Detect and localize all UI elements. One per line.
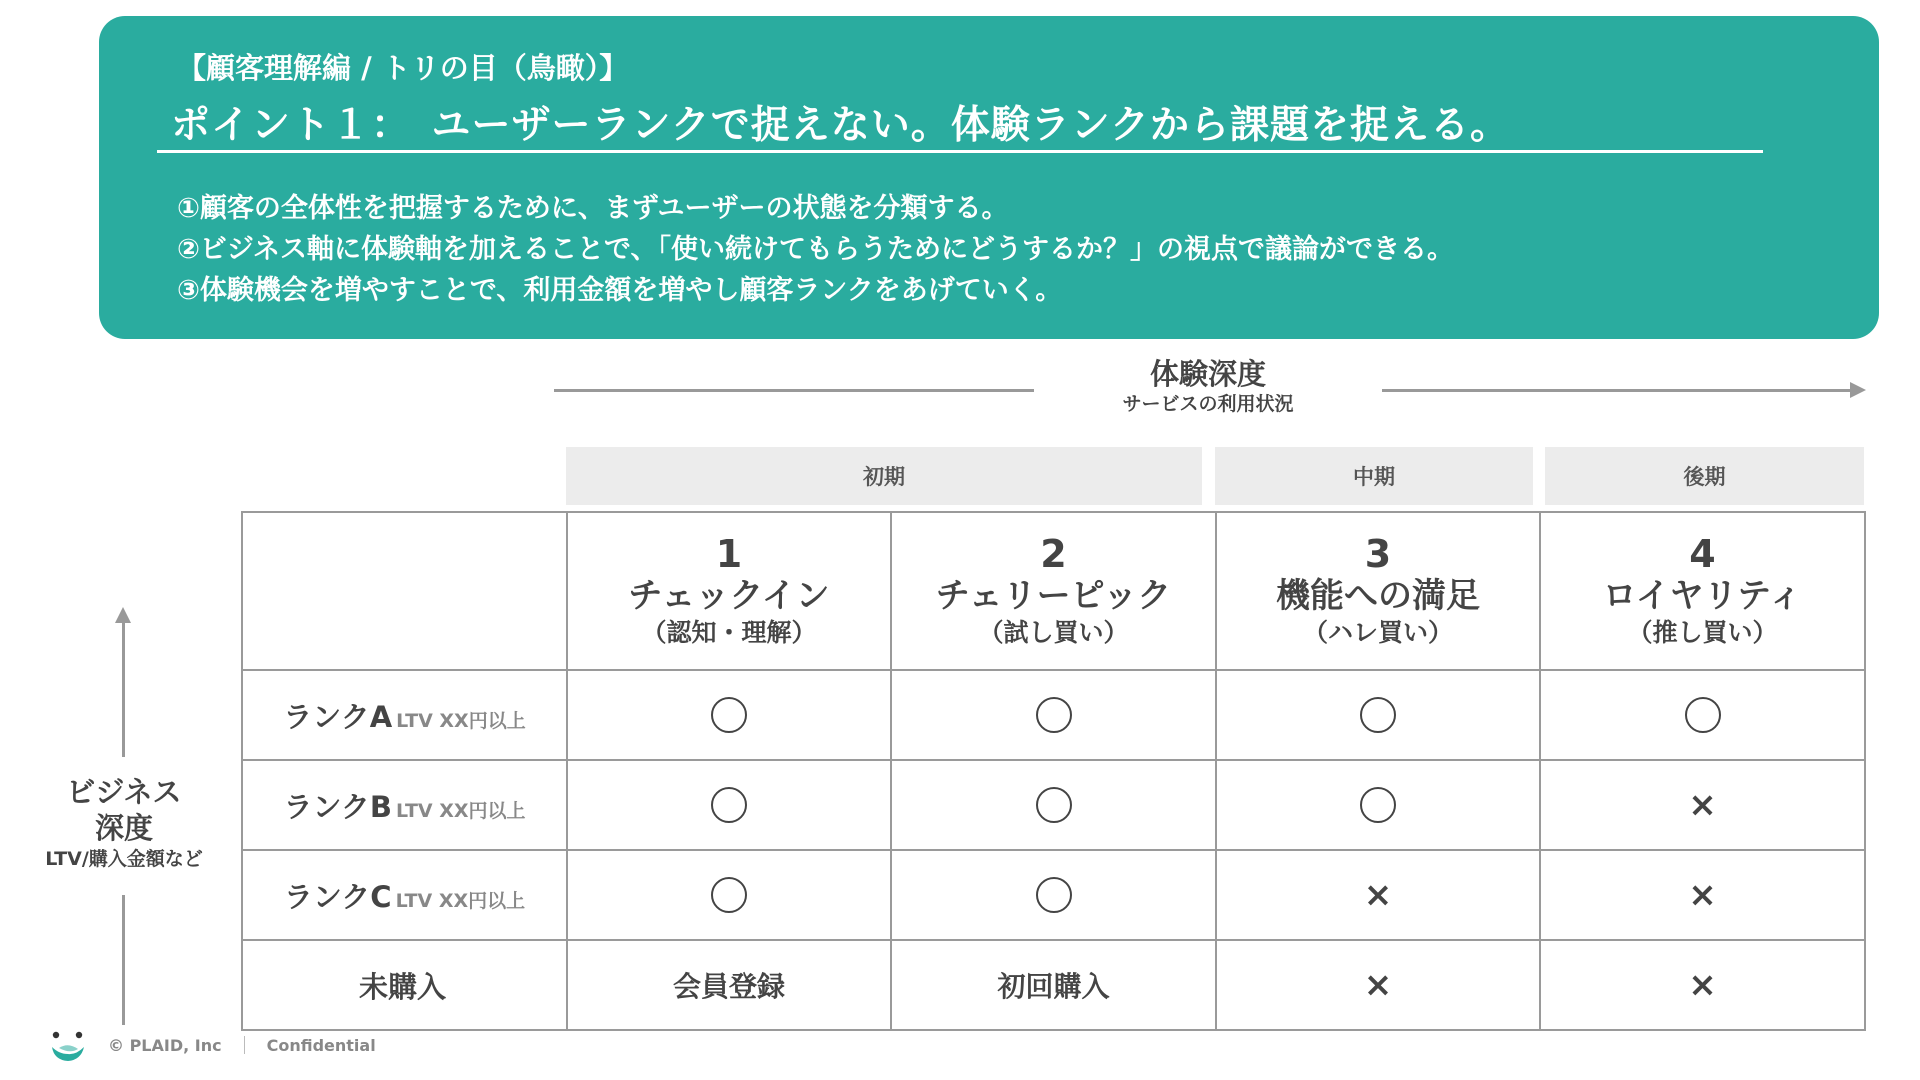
rank-name: 未購入	[358, 969, 446, 1004]
footer-divider	[244, 1036, 245, 1054]
matrix-cell	[891, 760, 1216, 850]
rank-label-cell	[242, 670, 567, 760]
cell-text: 初回購入	[997, 970, 1110, 1003]
column-subtitle: （ハレ買い）	[1302, 618, 1453, 647]
y-axis-line-bottom	[122, 895, 125, 1025]
header-row	[242, 512, 1865, 670]
cross-mark-icon: ×	[1363, 875, 1393, 915]
rank-name: ランクB	[283, 789, 392, 824]
matrix-cell	[1540, 760, 1865, 850]
x-axis-line-right	[1382, 389, 1852, 392]
column-title: チェリーピック	[935, 576, 1172, 616]
phase-early: 初期	[566, 447, 1202, 505]
column-title: チェックイン	[628, 576, 830, 616]
rank-note: LTV XX円以上	[395, 799, 526, 822]
table-row	[242, 940, 1865, 1030]
point-1: ①顧客の全体性を把握するために、まずユーザーの状態を分類する。	[177, 193, 1009, 224]
circle-mark-icon	[1360, 697, 1396, 733]
circle-mark-icon	[1036, 877, 1072, 913]
circle-mark-icon	[1360, 787, 1396, 823]
cross-mark-icon: ×	[1688, 875, 1717, 915]
rank-label-cell	[242, 760, 567, 850]
rank-label-cell	[242, 940, 567, 1030]
cross-mark-icon: ×	[1688, 785, 1717, 825]
rank-note: LTV XX円以上	[395, 889, 526, 912]
circle-mark-icon	[1685, 697, 1721, 733]
matrix-cell	[567, 850, 891, 940]
point-2: ②ビジネス軸に体験軸を加えることで、「使い続けてもらうためにどうするか？」の視点で議論ができる。	[177, 234, 1455, 265]
table-row	[242, 670, 1865, 760]
matrix-cell	[891, 670, 1216, 760]
experience-rank-matrix	[241, 511, 1866, 1031]
x-axis-arrow-icon	[1850, 382, 1866, 398]
column-header	[1540, 512, 1865, 670]
breadcrumb: 【顧客理解編 / トリの目（鳥瞰）】	[177, 51, 629, 85]
table-row	[242, 760, 1865, 850]
rank-label-cell	[242, 850, 567, 940]
column-title: 機能への満足	[1276, 576, 1480, 616]
cross-mark-icon: ×	[1688, 965, 1717, 1005]
matrix-cell	[567, 670, 891, 760]
column-number: 3	[1364, 532, 1392, 576]
cell-text: 会員登録	[672, 970, 785, 1003]
matrix-cell	[1540, 850, 1865, 940]
circle-mark-icon	[711, 697, 747, 733]
x-axis-title: 体験深度	[1149, 357, 1266, 391]
phase-middle: 中期	[1215, 447, 1533, 505]
matrix-cell	[891, 940, 1216, 1030]
matrix-cell	[1540, 670, 1865, 760]
confidential-label: Confidential	[266, 1035, 376, 1055]
y-axis-label	[24, 774, 224, 872]
cross-mark-icon: ×	[1363, 965, 1393, 1005]
x-axis-subtitle: サービスの利用状況	[1122, 393, 1294, 415]
header-banner	[99, 16, 1879, 339]
matrix-cell	[1540, 940, 1865, 1030]
y-axis-title-line2: 深度	[94, 811, 153, 845]
column-subtitle: （推し買い）	[1627, 618, 1778, 647]
matrix-cell	[1216, 940, 1540, 1030]
plaid-logo-icon	[50, 1030, 86, 1064]
matrix-cell	[891, 850, 1216, 940]
y-axis-subtitle: LTV/購入金額など	[45, 848, 203, 870]
matrix-cell	[1216, 760, 1540, 850]
matrix-cell	[1216, 670, 1540, 760]
rank-name: ランクA	[283, 699, 393, 734]
column-number: 1	[715, 532, 743, 576]
rank-note: LTV XX円以上	[396, 709, 526, 732]
column-subtitle: （認知・理解）	[641, 618, 817, 647]
matrix-cell	[567, 760, 891, 850]
column-header	[567, 512, 891, 670]
column-subtitle: （試し買い）	[978, 618, 1129, 647]
footer	[108, 1030, 376, 1060]
corner-cell	[242, 512, 567, 670]
circle-mark-icon	[711, 877, 747, 913]
title-underline	[157, 150, 1763, 153]
column-header	[891, 512, 1216, 670]
column-title: ロイヤリティ	[1602, 576, 1803, 616]
matrix-cell	[567, 940, 891, 1030]
point-3: ③体験機会を増やすことで、利用金額を増やし顧客ランクをあげていく。	[177, 275, 1063, 306]
x-axis-label	[1058, 356, 1358, 416]
column-number: 4	[1689, 532, 1716, 576]
matrix-cell	[1216, 850, 1540, 940]
circle-mark-icon	[1036, 697, 1072, 733]
y-axis-line-top	[122, 621, 125, 757]
copyright: © PLAID, Inc	[108, 1035, 222, 1055]
page-title: ポイント１： ユーザーランクで捉えない。体験ランクから課題を捉える。	[171, 103, 1510, 148]
x-axis-line-left	[554, 389, 1034, 392]
column-header	[1216, 512, 1540, 670]
column-number: 2	[1040, 532, 1067, 576]
phase-late: 後期	[1545, 447, 1864, 505]
circle-mark-icon	[1036, 787, 1072, 823]
table-row	[242, 850, 1865, 940]
rank-name: ランクC	[283, 879, 392, 914]
circle-mark-icon	[711, 787, 747, 823]
key-points	[177, 188, 1454, 311]
y-axis-title-line1: ビジネス	[66, 775, 182, 809]
